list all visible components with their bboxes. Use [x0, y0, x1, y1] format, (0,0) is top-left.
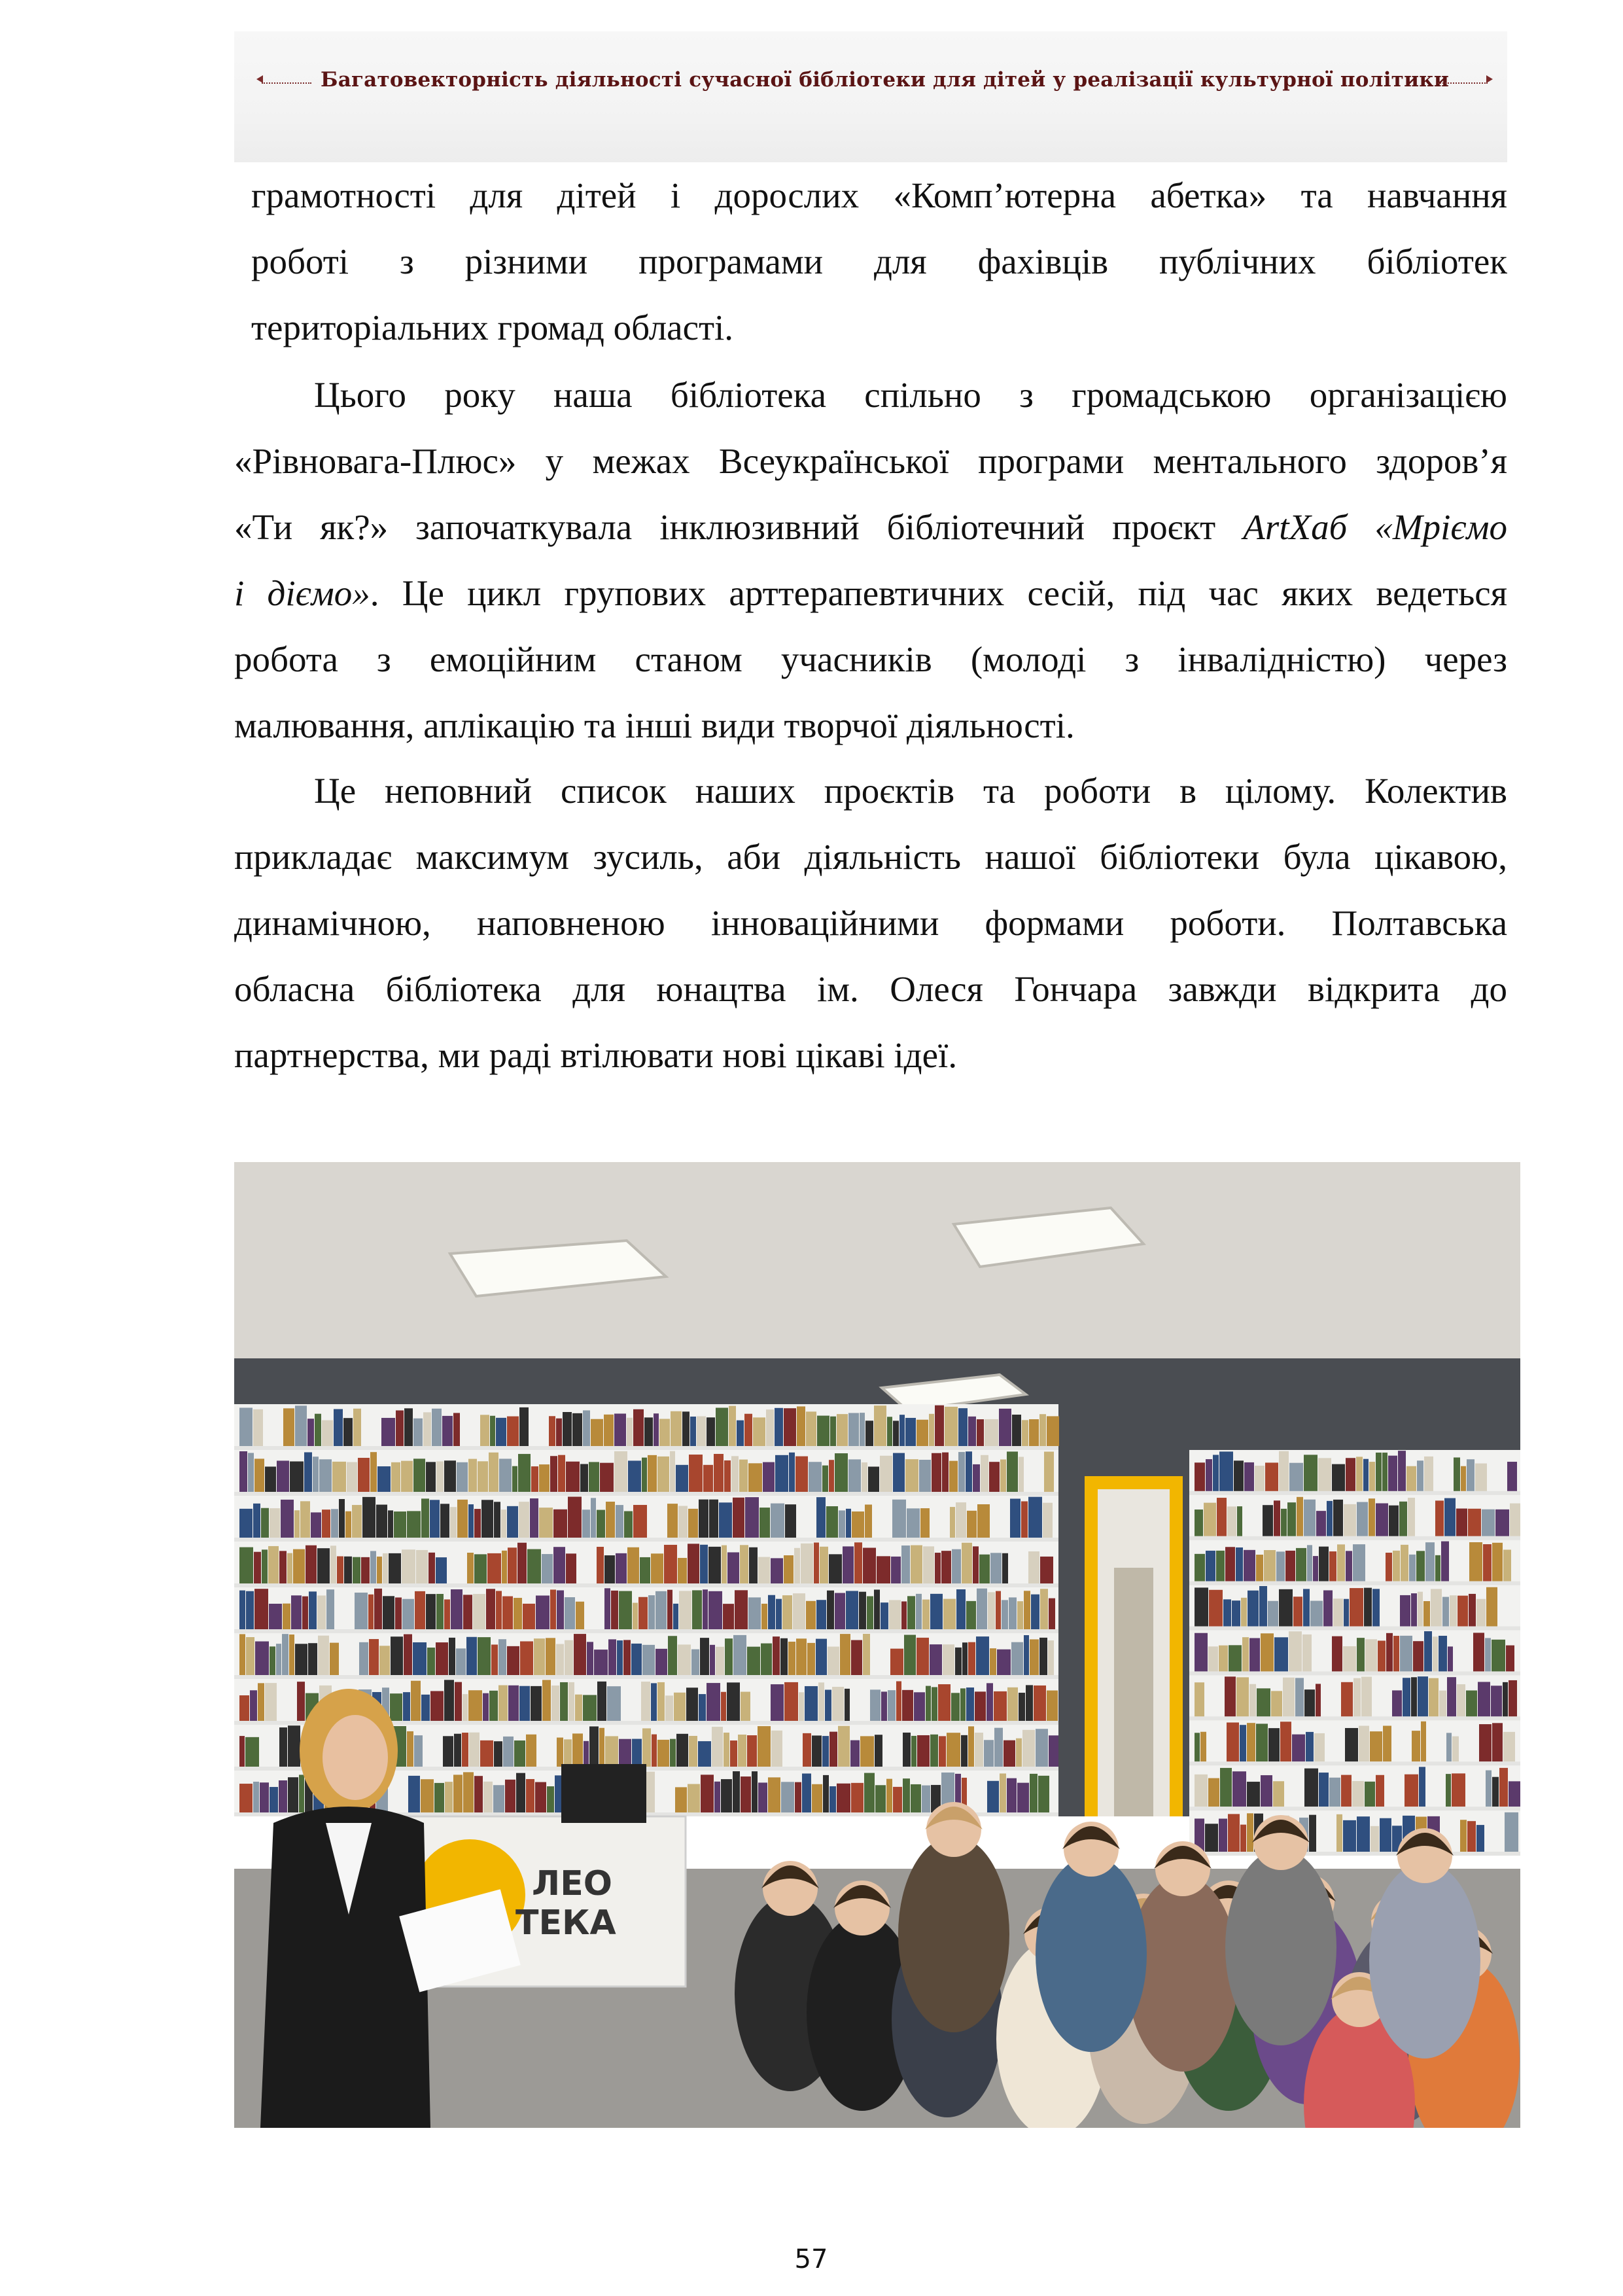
page-number: 57	[794, 2244, 828, 2274]
text-line	[234, 494, 1507, 560]
header-dotted-rule-right	[1438, 82, 1488, 84]
text-line: Це неповний список наших проєктів та роботи в цілому. Колектив	[314, 771, 1507, 811]
project-title-italic: ArtХаб «Мріємо	[1243, 507, 1508, 547]
text-line: роботі з різними програмами для фахівців публічних бібліотек	[251, 241, 1507, 281]
bookshelf-right	[1189, 1450, 1520, 1856]
audience	[735, 1802, 1520, 2128]
text-line: «Рівновага-Плюс» у межах Всеукраїнської програми ментального здоров’я	[234, 441, 1507, 481]
text-line: динамічною, наповненою інноваційними формами роботи. Полтавська	[234, 903, 1507, 943]
paragraph-conclusion	[234, 758, 1507, 1088]
sign-text-line2: ТЕКА	[515, 1903, 616, 1943]
text-run: . Це цикл групових арттерапевтичних сесій, під час яких ведеться	[370, 573, 1507, 613]
running-header-title: Багатовекторність діяльності сучасної бібліотеки для дітей у реалізації культурної політики	[321, 68, 1450, 92]
text-line: Цього року наша бібліотека спільно з громадською організацією	[314, 375, 1507, 415]
paragraph-continuation	[251, 162, 1507, 361]
text-line: робота з емоційним станом учасників (молоді з інвалідністю) через	[234, 639, 1507, 679]
text-line	[234, 560, 1507, 626]
text-line: обласна бібліотека для юнацтва ім. Олеся Гончара завжди відкрита до	[234, 969, 1507, 1009]
text-line: малювання, аплікацію та інші види творчої діяльності.	[234, 705, 1075, 745]
header-arrow-right-icon	[1486, 75, 1493, 83]
library-event-photo	[234, 1162, 1520, 2128]
header-dotted-rule-left	[262, 82, 311, 84]
text-line: грамотності для дітей і дорослих «Комп’ютерна абетка» та навчання	[251, 175, 1507, 215]
running-header-band	[234, 31, 1507, 162]
text-run: «Ти як?» започаткувала інклюзивний бібліотечний проєкт	[234, 507, 1244, 547]
text-line: партнерства, ми раді втілювати нові цікаві ідеї.	[234, 1035, 958, 1075]
paragraph-artxab-project	[234, 362, 1507, 758]
project-title-italic-cont: і діємо»	[234, 573, 370, 613]
text-line: територіальних громад області.	[251, 308, 734, 347]
text-line: прикладає максимум зусиль, аби діяльність нашої бібліотеки була цікавою,	[234, 837, 1507, 877]
sign-text-line1: ЛЕО	[532, 1864, 612, 1903]
